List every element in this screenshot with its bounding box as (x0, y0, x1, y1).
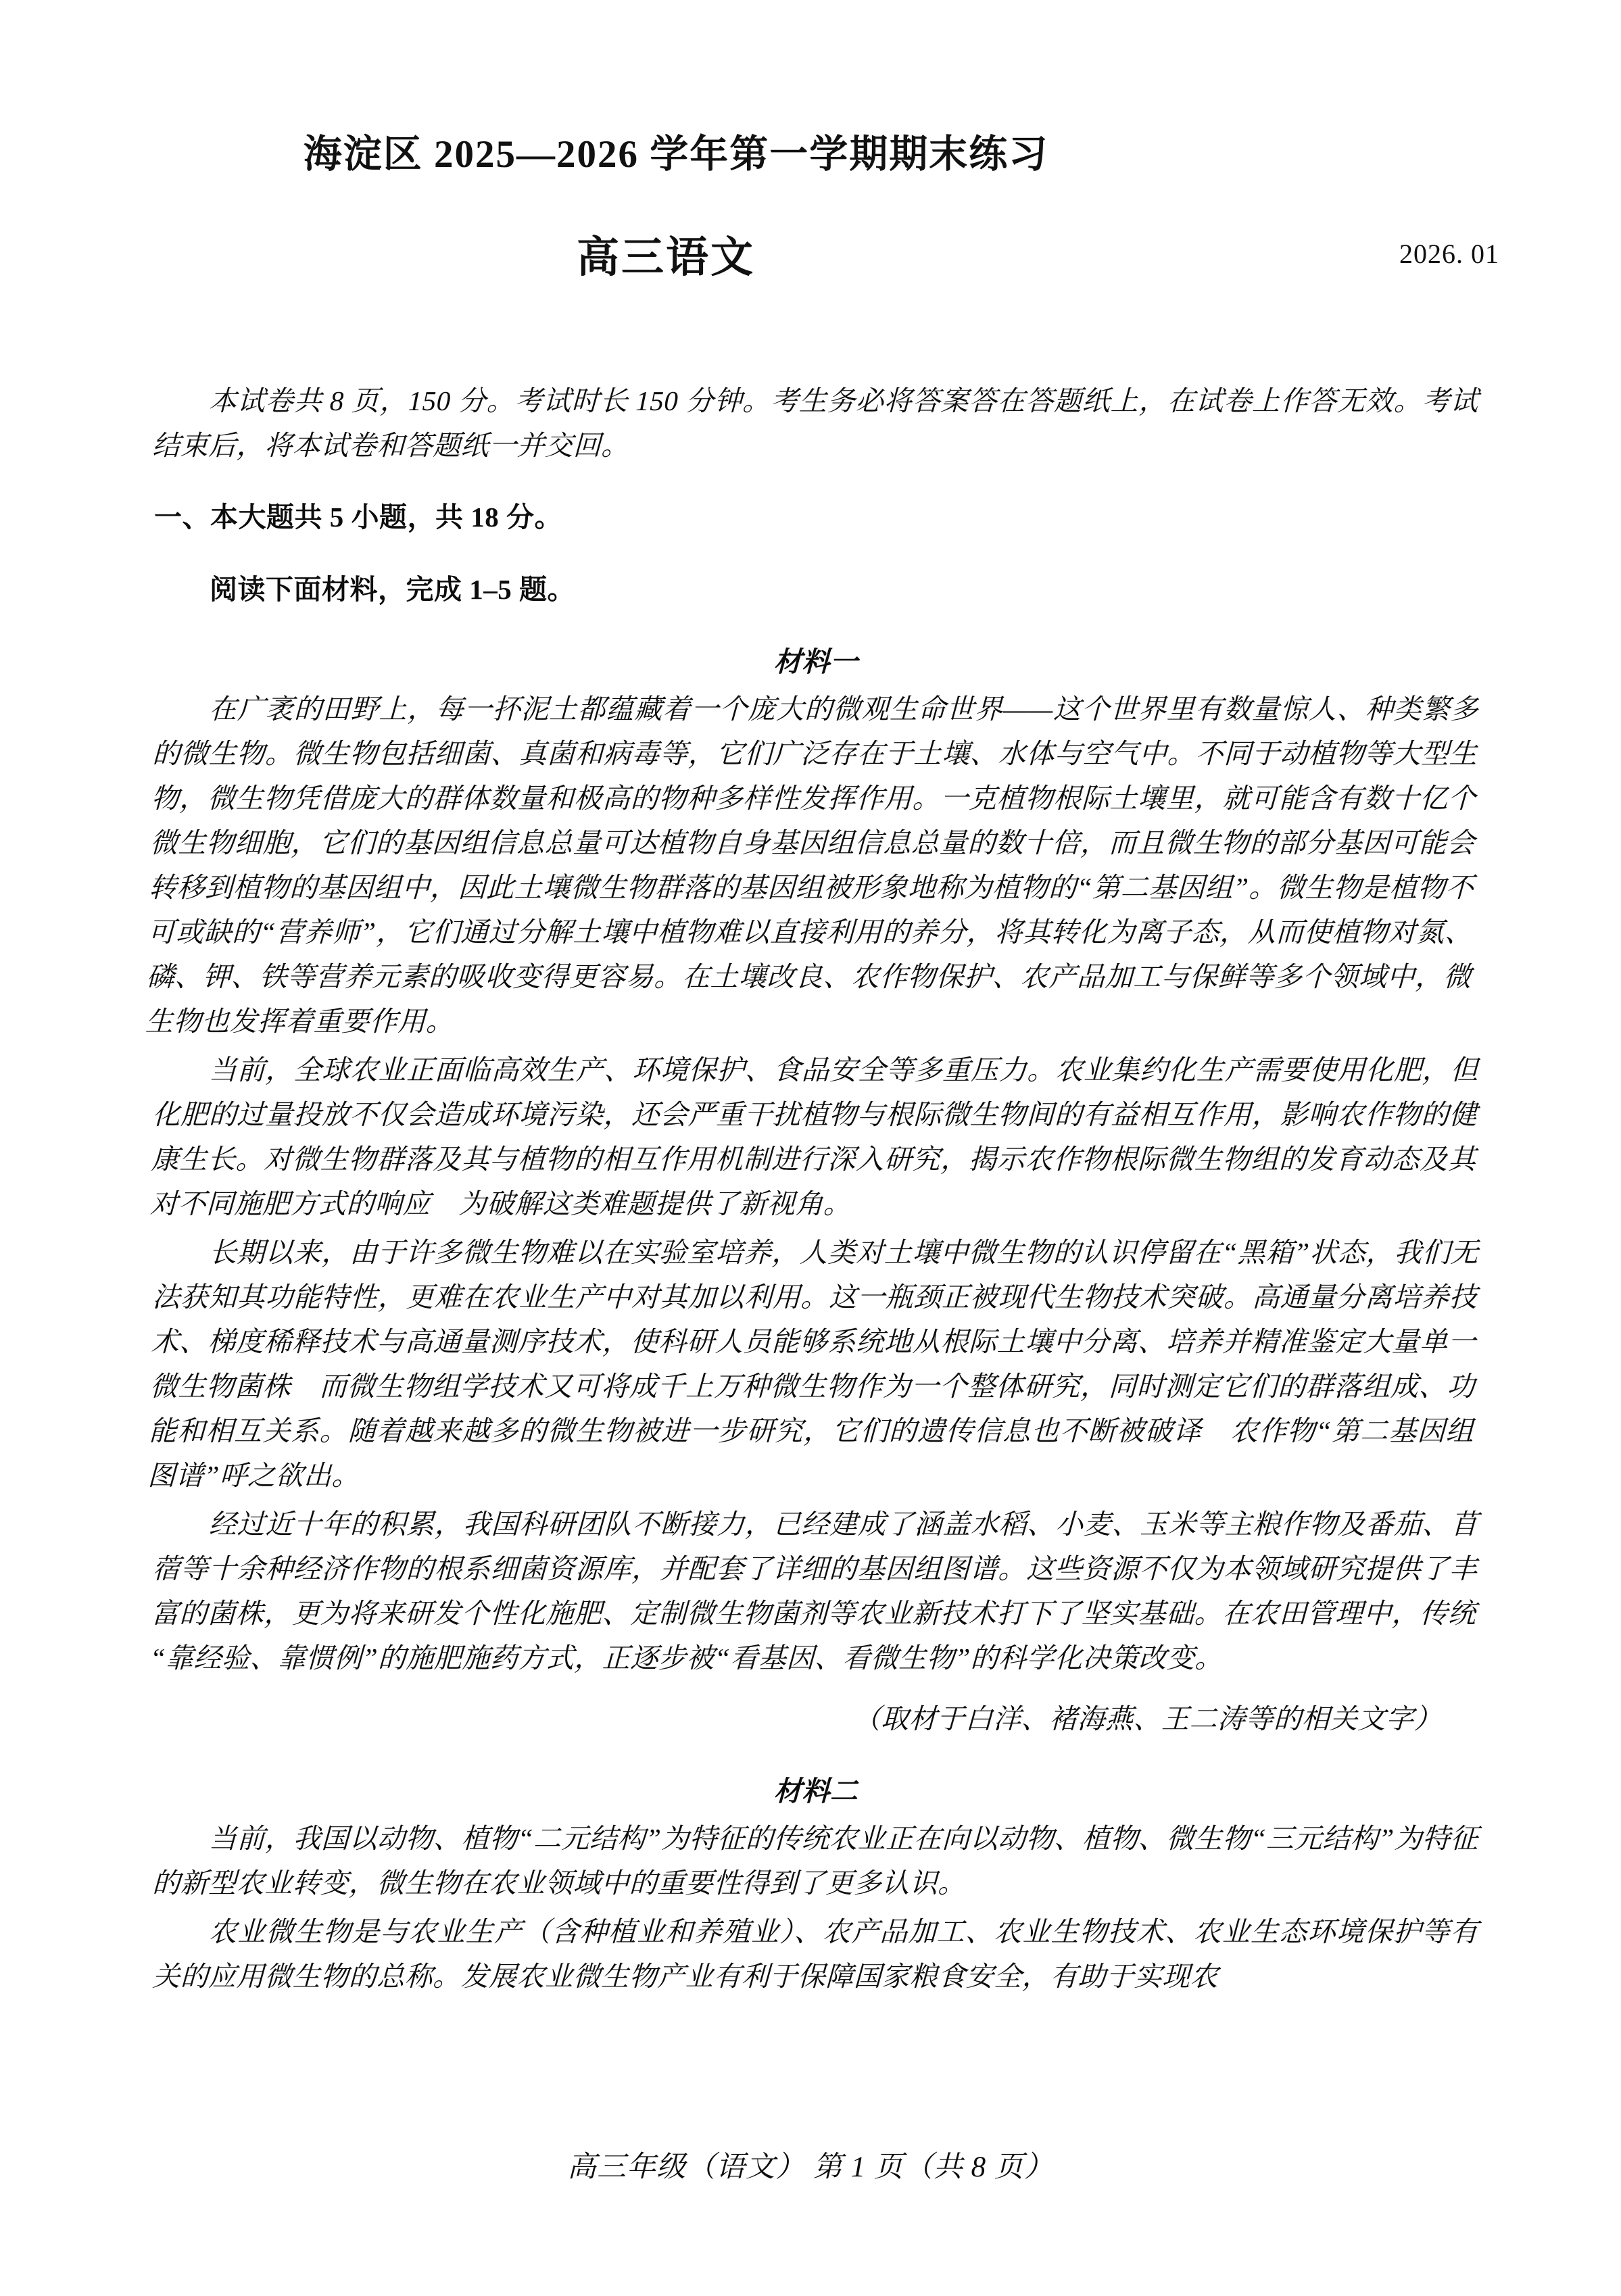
material-two-paragraph-1: 当前，我国以动物、植物“二元结构”为特征的传统农业正在向以动物、植物、微生物“三元结构”为特征的新型农业转变，微生物在农业领域中的重要性得到了更多认识。 (151, 1823, 1479, 1899)
instructions-paragraph: 本试卷共 8 页，150 分。考试时长 150 分钟。考生务必将答案答在答题纸上，在试卷上作答无效。考试结束后，将本试卷和答题纸一并交回。 (151, 385, 1479, 461)
material-two-paragraph-2: 农业微生物是与农业生产（含种植业和养殖业）、农产品加工、农业生物技术、农业生态环境保护等有关的应用微生物的总称。发展农业微生物产业有利于保障国家粮食安全，有助于实现农 (151, 1916, 1479, 1992)
material-one-paragraph-4: 经过近十年的积累，我国科研团队不断接力，已经建成了涵盖水稻、小麦、玉米等主粮作物及番茄、苜蓿等十余种经济作物的根系细菌资源库，并配套了详细的基因组图谱。这些资源不仅为本领域研究提供了丰富的菌株，更为将来研发个性化施肥、定制微生物菌剂等农业新技术打下了坚实基础。在农田管理中，传统“靠经验、靠惯例”的施肥施药方式，正逐步被“看基因、看微生物”的科学化决策改变。 (149, 1509, 1479, 1674)
material-two-heading: 材料二 (773, 1776, 858, 1807)
exam-date: 2026. 01 (1399, 239, 1499, 269)
subject-title: 高三语文 (577, 234, 755, 281)
body-column (145, 378, 1479, 1999)
subject-row (0, 223, 1621, 297)
material-one-paragraph-2: 当前，全球农业正面临高效生产、环境保护、食品安全等多重压力。农业集约化生产需要使用化肥，但化肥的过量投放不仅会造成环境污染，还会严重干扰植物与根际微生物间的有益相互作用，影响农作物的健康生长。对微生物群落及其与植物的相互作用机制进行深入研究，揭示农作物根际微生物组的发育动态及其对不同施肥方式的响应 为破解这类难题提供了新视角。 (149, 1054, 1479, 1219)
page-footer: 高三年级（语文） 第 1 页（共 8 页） (567, 2151, 1054, 2183)
material-one-paragraph-3: 长期以来，由于许多微生物难以在实验室培养，人类对土壤中微生物的认识停留在“黑箱”状态，我们无法获知其功能特性，更难在农业生产中对其加以利用。这一瓶颈正被现代生物技术突破。高通量分离培养技术、梯度稀释技术与高通量测序技术，使科研人员能够系统地从根际土壤中分离、培养并精准鉴定大量单一微生物菌株 而微生物组学技术又可将成千上万种微生物作为一个整体研究，同时测定它们的群落组成、功能和相互关系。随着越来越多的微生物被进一步研究，它们的遗传信息也不断被破译 农作物“第二基因组图谱”呼之欲出。 (147, 1237, 1479, 1491)
page-title: 海淀区 2025—2026 学年第一学期期末练习 (303, 133, 1049, 176)
material-one-paragraph-1: 在广袤的田野上，每一抔泥土都蕴藏着一个庞大的微观生命世界——这个世界里有数量惊人、种类繁多的微生物。微生物包括细菌、真菌和病毒等，它们广泛存在于土壤、水体与空气中。不同于动植物等大型生物，微生物凭借庞大的群体数量和极高的物种多样性发挥作用。一克植物根际土壤里，就可能含有数十亿个微生物细胞，它们的基因组信息总量可达植物自身基因组信息总量的数十倍，而且微生物的部分基因可能会转移到植物的基因组中，因此土壤微生物群落的基因组被形象地称为植物的“第二基因组”。微生物是植物不可或缺的“营养师”，它们通过分解土壤中植物难以直接利用的养分，将其转化为离子态，从而使植物对氮、磷、钾、铁等营养元素的吸收变得更容易。在土壤改良、农作物保护、农产品加工与保鲜等多个领域中，微生物也发挥着重要作用。 (145, 693, 1479, 1037)
section-one-prompt: 阅读下面材料，完成 1–5 题。 (210, 574, 575, 605)
material-one-attribution: （取材于白洋、褚海燕、王二涛等的相关文字） (852, 1703, 1443, 1734)
material-one-heading: 材料一 (773, 646, 858, 677)
section-one-heading: 一、本大题共 5 小题，共 18 分。 (154, 502, 562, 533)
